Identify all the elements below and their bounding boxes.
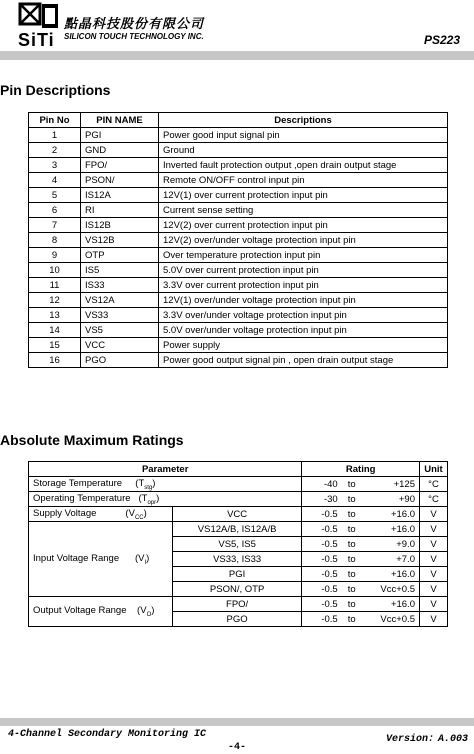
supply-max: +16.0 [362, 507, 420, 522]
pin-description: 5.0V over/under voltage protection input pin [159, 323, 448, 338]
pin-name: OTP [81, 248, 159, 263]
pin-row [29, 263, 448, 278]
pin-name: RI [81, 203, 159, 218]
input-voltage-to: to [342, 522, 362, 537]
pin-table-header-row [29, 113, 448, 128]
pin-name: VS12B [81, 233, 159, 248]
pin-row [29, 218, 448, 233]
operating-temperature-subscript: opr [147, 499, 157, 506]
input-voltage-to: to [342, 567, 362, 582]
supply-to: to [342, 507, 362, 522]
supply-min: -0.5 [302, 507, 342, 522]
operating-temperature-label: Operating Temperature $(T_{opr})$ [29, 492, 302, 507]
output-voltage-group [29, 597, 448, 627]
pin-row [29, 353, 448, 368]
pin-description: 12V(1) over current protection input pin [159, 188, 448, 203]
footer-version: Version：A.003 [385, 734, 468, 745]
input-voltage-pin: PSON/, OTP [172, 582, 302, 597]
header-divider-bar [0, 51, 474, 60]
pin-number: 7 [29, 218, 81, 233]
storage-temperature-row [29, 477, 448, 492]
input-voltage-row [29, 522, 448, 537]
operating-temperature-row [29, 492, 448, 507]
input-voltage-to: to [342, 582, 362, 597]
pin-name: VS5 [81, 323, 159, 338]
pin-description: Ground [159, 143, 448, 158]
output-voltage-subscript: O [146, 611, 152, 618]
logo-mark-icon [18, 2, 60, 32]
input-voltage-pin: VS12A/B, IS12A/B [172, 522, 302, 537]
pin-number: 5 [29, 188, 81, 203]
pin-number: 9 [29, 248, 81, 263]
pin-number: 2 [29, 143, 81, 158]
pin-description: 5.0V over current protection input pin [159, 263, 448, 278]
output-voltage-max: +16.0 [362, 597, 420, 612]
pin-description: 12V(1) over/under voltage protection input pin [159, 293, 448, 308]
pin-row [29, 248, 448, 263]
input-voltage-unit: V [419, 582, 447, 597]
supply-voltage-row [29, 507, 448, 522]
input-voltage-min: -0.5 [302, 522, 342, 537]
company-logo [18, 2, 60, 48]
pin-number: 11 [29, 278, 81, 293]
input-voltage-pin: VS33, IS33 [172, 552, 302, 567]
pin-name: GND [81, 143, 159, 158]
part-number: PS223 [423, 33, 460, 47]
footer-divider-bar [0, 718, 474, 726]
operating-to: to [342, 492, 362, 507]
storage-max: +125 [362, 477, 420, 492]
input-voltage-subscript: I [144, 559, 147, 566]
pin-table-body [29, 128, 448, 368]
input-voltage-max: +7.0 [362, 552, 420, 567]
supply-voltage-name: Supply Voltage [33, 507, 97, 519]
input-voltage-group [29, 522, 448, 597]
pin-number: 12 [29, 293, 81, 308]
pin-description: 12V(2) over/under voltage protection input pin [159, 233, 448, 248]
pin-number: 4 [29, 173, 81, 188]
pin-row [29, 233, 448, 248]
pin-name: IS12B [81, 218, 159, 233]
input-voltage-pin: VS5, IS5 [172, 537, 302, 552]
absolute-maximum-ratings-table [28, 461, 448, 627]
input-voltage-max: +16.0 [362, 567, 420, 582]
pin-row [29, 188, 448, 203]
pin-number: 15 [29, 338, 81, 353]
supply-voltage-symbol: V [128, 507, 135, 519]
operating-min: -30 [302, 492, 342, 507]
pin-description: Power supply [159, 338, 448, 353]
pin-row [29, 323, 448, 338]
output-voltage-unit: V [419, 597, 447, 612]
input-voltage-max: Vcc+0.5 [362, 582, 420, 597]
pin-row [29, 278, 448, 293]
pin-name-header: PIN NAME [81, 113, 159, 128]
pin-row [29, 203, 448, 218]
pin-row [29, 293, 448, 308]
input-voltage-min: -0.5 [302, 537, 342, 552]
company-name-chinese: 點晶科技股份有限公司 [64, 17, 205, 32]
output-voltage-min: -0.5 [302, 612, 342, 627]
input-voltage-unit: V [419, 537, 447, 552]
pin-name: VS33 [81, 308, 159, 323]
pin-name: PSON/ [81, 173, 159, 188]
input-voltage-name: Input Voltage Range [33, 552, 120, 564]
storage-min: -40 [302, 477, 342, 492]
pin-descriptions-title: Pin Descriptions [0, 82, 111, 98]
pin-number: 10 [29, 263, 81, 278]
pin-description: Power good input signal pin [159, 128, 448, 143]
operating-max: +90 [362, 492, 420, 507]
storage-temperature-subscript: stg [144, 484, 153, 491]
output-voltage-to: to [342, 612, 362, 627]
pin-no-header: Pin No [29, 113, 81, 128]
pin-description: Inverted fault protection output ,open drain output stage [159, 158, 448, 173]
supply-voltage-label: Supply Voltage $(V_{CC})$ [29, 507, 173, 522]
pin-row [29, 158, 448, 173]
pin-description: Current sense setting [159, 203, 448, 218]
pin-number: 1 [29, 128, 81, 143]
storage-to: to [342, 477, 362, 492]
absolute-maximum-ratings-title: Absolute Maximum Ratings [0, 432, 184, 448]
pin-row [29, 128, 448, 143]
input-voltage-to: to [342, 537, 362, 552]
input-voltage-max: +16.0 [362, 522, 420, 537]
pin-number: 14 [29, 323, 81, 338]
pin-name: IS12A [81, 188, 159, 203]
pin-description: Remote ON/OFF control input pin [159, 173, 448, 188]
output-voltage-name: Output Voltage Range [33, 605, 127, 617]
supply-unit: V [419, 507, 447, 522]
pin-name: IS5 [81, 263, 159, 278]
output-voltage-row [29, 597, 448, 612]
pin-number: 6 [29, 203, 81, 218]
output-voltage-max: Vcc+0.5 [362, 612, 420, 627]
input-voltage-unit: V [419, 567, 447, 582]
pin-name: PGO [81, 353, 159, 368]
storage-temperature-symbol: T [138, 477, 145, 489]
pin-row [29, 173, 448, 188]
pin-name: VCC [81, 338, 159, 353]
input-voltage-min: -0.5 [302, 552, 342, 567]
operating-temperature-name: Operating Temperature [33, 492, 131, 504]
footer-document-title: 4-Channel Secondary Monitoring IC [8, 729, 207, 740]
pin-number: 16 [29, 353, 81, 368]
pin-name: VS12A [81, 293, 159, 308]
input-voltage-max: +9.0 [362, 537, 420, 552]
pin-number: 3 [29, 158, 81, 173]
pin-row [29, 308, 448, 323]
pin-row [29, 143, 448, 158]
input-voltage-to: to [342, 552, 362, 567]
rating-header: Rating [302, 462, 420, 477]
output-voltage-pin: FPO/ [172, 597, 302, 612]
operating-unit: °C [419, 492, 447, 507]
operating-temperature-symbol: T [141, 492, 148, 504]
pin-description: 3.3V over current protection input pin [159, 278, 448, 293]
page-number: -4- [227, 742, 246, 753]
pin-name: FPO/ [81, 158, 159, 173]
pin-description: 12V(2) over current protection input pin [159, 218, 448, 233]
descriptions-header: Descriptions [159, 113, 448, 128]
logo-text: SiTi [18, 30, 55, 50]
input-voltage-pin: PGI [172, 567, 302, 582]
input-voltage-unit: V [419, 522, 447, 537]
pin-description: Over temperature protection input pin [159, 248, 448, 263]
output-voltage-to: to [342, 597, 362, 612]
ratings-header-row [29, 462, 448, 477]
input-voltage-label: Input Voltage Range $(V_I)$ [29, 522, 173, 597]
supply-voltage-subscript: CC [134, 514, 144, 521]
pin-number: 8 [29, 233, 81, 248]
storage-unit: °C [419, 477, 447, 492]
pin-descriptions-table [28, 112, 448, 368]
storage-temperature-name: Storage Temperature [33, 477, 123, 489]
pin-description: Power good output signal pin , open drain output stage [159, 353, 448, 368]
input-voltage-min: -0.5 [302, 582, 342, 597]
pin-number: 13 [29, 308, 81, 323]
output-voltage-min: -0.5 [302, 597, 342, 612]
output-voltage-pin: PGO [172, 612, 302, 627]
storage-temperature-label: Storage Temperature $(T_{stg})$ [29, 477, 302, 492]
output-voltage-symbol: V [140, 605, 147, 617]
pin-name: PGI [81, 128, 159, 143]
pin-row [29, 338, 448, 353]
input-voltage-min: -0.5 [302, 567, 342, 582]
supply-voltage-pin: VCC [172, 507, 302, 522]
input-voltage-unit: V [419, 552, 447, 567]
company-name-english: SILICON TOUCH TECHNOLOGY INC. [64, 32, 204, 41]
parameter-header: Parameter [29, 462, 302, 477]
unit-header: Unit [419, 462, 447, 477]
output-voltage-unit: V [419, 612, 447, 627]
pin-name: IS33 [81, 278, 159, 293]
input-voltage-symbol: V [138, 552, 145, 564]
output-voltage-label: Output Voltage Range $(V_O)$ [29, 597, 173, 627]
pin-description: 3.3V over/under voltage protection input pin [159, 308, 448, 323]
